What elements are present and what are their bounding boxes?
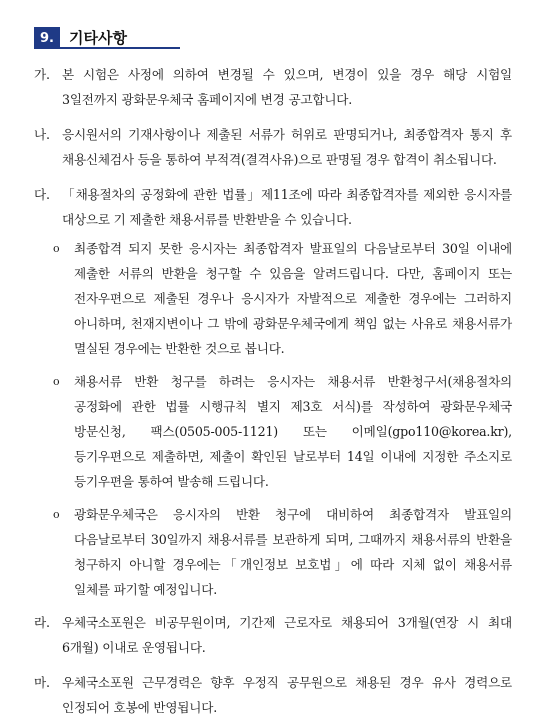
- notice-item-na: [34, 122, 512, 172]
- item-marker: 다.: [34, 187, 50, 202]
- sub-item-return-request: [34, 369, 512, 494]
- item-text: 응시원서의 기재사항이나 제출된 서류가 허위로 판명되거나, 최종합격자 통지 후 채용신체검사 등을 통하여 부적격(결격사유)으로 판명될 경우 합격이 취소됩니다.: [62, 127, 512, 167]
- section-title: 기타사항: [60, 27, 180, 49]
- item-text: 우체국소포원 근무경력은 향후 우정직 공무원으로 채용된 경우 유사 경력으로 인정되어 호봉에 반영됩니다.: [62, 675, 512, 715]
- section-number-badge: 9.: [34, 27, 60, 49]
- item-text: 우체국소포원은 비공무원이며, 기간제 근로자로 채용되어 3개월(연장 시 최대 6개월) 이내로 운영됩니다.: [62, 615, 512, 655]
- bullet-circle-icon: o: [53, 375, 60, 388]
- sub-item-text: 광화문우체국은 응시자의 반환 청구에 대비하여 최종합격자 발표일의 다음날로부터 30일까지 채용서류를 보관하게 되며, 그때까지 채용서류의 반환을 청구하지 아니할 경우에는「개인정보 보호법」에 따라 지체 없이 채용서류 일체를 파기할 예정입니다.: [74, 507, 512, 597]
- item-text: 「채용절차의 공정화에 관한 법률」제11조에 따라 최종합격자를 제외한 응시자를 대상으로 기 제출한 채용서류를 반환받을 수 있습니다.: [62, 187, 512, 227]
- sub-item-document-retention: [34, 502, 512, 602]
- sub-item-text: 최종합격 되지 못한 응시자는 최종합격자 발표일의 다음날로부터 30일 이내에 제출한 서류의 반환을 청구할 수 있음을 알려드립니다. 다만, 홈페이지 또는 전자우편으로 제출된 경우나 응시자가 자발적으로 제출한 경우에는 그러하지 아니하며, 천재지변이나 그 밖에 광화문우체국에게 책임 없는 사유로 채용서류가 멸실된 경우에는 반환한 것으로 봅니다.: [74, 241, 512, 356]
- bullet-circle-icon: o: [53, 242, 60, 255]
- notice-item-ma: [34, 670, 512, 720]
- item-marker: 라.: [34, 615, 50, 630]
- notice-item-ra: [34, 610, 512, 660]
- notice-item-ga: [34, 62, 512, 112]
- notice-content: [34, 62, 512, 720]
- item-marker: 마.: [34, 675, 50, 690]
- item-marker: 나.: [34, 127, 50, 142]
- item-text: 본 시험은 사정에 의하여 변경될 수 있으며, 변경이 있을 경우 해당 시험일 3일전까지 광화문우체국 홈페이지에 변경 공고합니다.: [62, 67, 512, 107]
- section-header: [34, 27, 180, 49]
- item-marker: 가.: [34, 67, 50, 82]
- notice-item-da: [34, 182, 512, 232]
- sub-item-text: 채용서류 반환 청구를 하려는 응시자는 채용서류 반환청구서(채용절차의 공정화에 관한 법률 시행규칙 별지 제3호 서식)를 작성하여 광화문우체국 방문신청, 팩스(0505-005-1121) 또는 이메일(gpo110@korea.kr), 등기우편으로 제출하면, 제출이 확인된 날로부터 14일 이내에 지정한 주소지로 등기우편을 통하여 발송해 드립니다.: [74, 374, 512, 489]
- bullet-circle-icon: o: [53, 508, 60, 521]
- document-return-sublist: [34, 236, 512, 602]
- sub-item-return-eligibility: [34, 236, 512, 361]
